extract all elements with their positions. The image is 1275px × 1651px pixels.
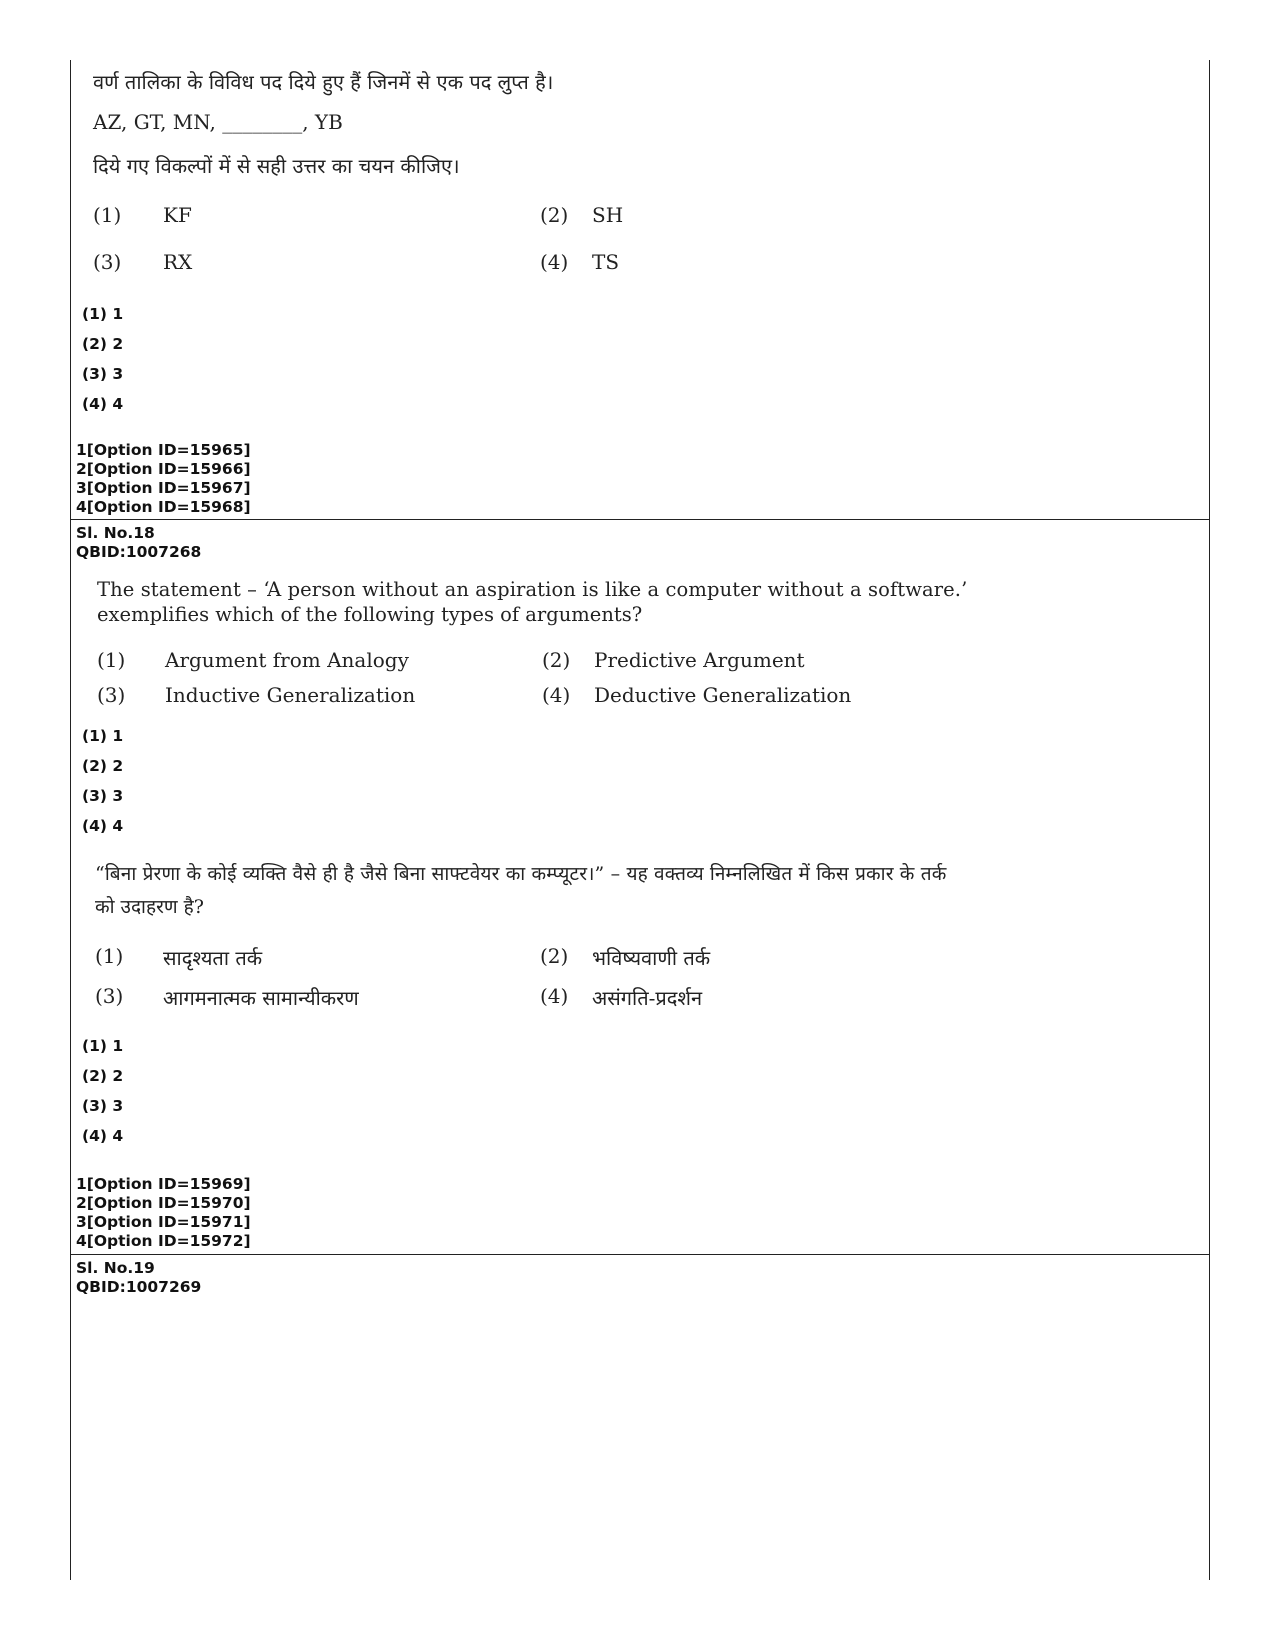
q17-option-id-2: 2[Option ID=15966] (76, 460, 251, 478)
q18-en-answer-4[interactable]: (4) 4 (82, 817, 124, 835)
q18-stem-hi-line2: को उदाहरण है? (95, 896, 204, 918)
q18-option-id-3: 3[Option ID=15971] (76, 1213, 251, 1231)
q18-hi-option-4-text: असंगति-प्रदर्शन (592, 986, 703, 1010)
q18-hi-option-2-num: (2) (540, 944, 569, 968)
q17-option-1-num: (1) (93, 203, 122, 227)
q18-en-answer-3[interactable]: (3) 3 (82, 787, 124, 805)
q17-option-id-4: 4[Option ID=15968] (76, 498, 251, 516)
q17-option-1-text: KF (163, 203, 192, 227)
q18-en-option-2-num: (2) (542, 648, 571, 672)
q17-answer-3[interactable]: (3) 3 (82, 365, 124, 383)
q17-option-3-num: (3) (93, 250, 122, 274)
q18-stem-en-line2: exemplifies which of the following types of arguments? (97, 603, 643, 626)
q18-hi-option-4-num: (4) (540, 984, 569, 1008)
q19-qbid: QBID:1007269 (76, 1278, 202, 1296)
q18-stem-hi-line1: “बिना प्रेरणा के कोई व्यक्ति वैसे ही है जैसे बिना साफ्टवेयर का कम्प्यूटर।” – यह वक्तव्य निम्नलिखित में किस प्रकार के तर्क (95, 863, 947, 885)
q19-sl-no: Sl. No.19 (76, 1259, 155, 1277)
q18-hi-answer-4[interactable]: (4) 4 (82, 1127, 124, 1145)
q17-option-id-3: 3[Option ID=15967] (76, 479, 251, 497)
q18-hi-option-3-text: आगमनात्मक सामान्यीकरण (163, 986, 359, 1010)
q18-en-option-1-text: Argument from Analogy (165, 648, 409, 672)
q17-option-4-text: TS (592, 250, 620, 274)
q17-option-4-num: (4) (540, 250, 569, 274)
q18-qbid: QBID:1007268 (76, 543, 202, 561)
q18-header (76, 524, 201, 562)
q18-option-id-2: 2[Option ID=15970] (76, 1194, 251, 1212)
q18-en-option-3-text: Inductive Generalization (165, 683, 416, 707)
q17-answer-1[interactable]: (1) 1 (82, 305, 124, 323)
q18-sl-no: Sl. No.18 (76, 524, 155, 542)
q17-answer-4[interactable]: (4) 4 (82, 395, 124, 413)
q18-option-id-4: 4[Option ID=15972] (76, 1232, 251, 1250)
q18-en-option-2-text: Predictive Argument (594, 648, 805, 672)
q17-option-ids (76, 441, 251, 517)
q18-en-option-4-text: Deductive Generalization (594, 683, 852, 707)
q18-hi-answer-3[interactable]: (3) 3 (82, 1097, 124, 1115)
q17-option-id-1: 1[Option ID=15965] (76, 441, 251, 459)
q19-header (76, 1259, 201, 1297)
q18-en-answer-1[interactable]: (1) 1 (82, 727, 124, 745)
q17-option-2-num: (2) (540, 203, 569, 227)
q18-option-id-1: 1[Option ID=15969] (76, 1175, 251, 1193)
q17-series: AZ, GT, MN, ________, YB (93, 110, 343, 134)
divider (70, 519, 1210, 520)
q18-hi-option-3-num: (3) (95, 984, 124, 1008)
q18-en-option-4-num: (4) (542, 683, 571, 707)
q18-hi-option-1-text: सादृश्यता तर्क (163, 946, 263, 970)
q18-option-ids (76, 1175, 251, 1251)
q18-en-option-1-num: (1) (97, 648, 126, 672)
q18-hi-answer-1[interactable]: (1) 1 (82, 1037, 124, 1055)
q18-hi-answer-2[interactable]: (2) 2 (82, 1067, 124, 1085)
q18-en-answer-2[interactable]: (2) 2 (82, 757, 124, 775)
q17-stem-line1: वर्ण तालिका के विविध पद दिये हुए हैं जिनमें से एक पद लुप्त है। (93, 70, 554, 94)
q17-answer-2[interactable]: (2) 2 (82, 335, 124, 353)
q18-hi-option-1-num: (1) (95, 944, 124, 968)
q17-option-3-text: RX (163, 250, 193, 274)
q18-en-option-3-num: (3) (97, 683, 126, 707)
q18-stem-en-line1: The statement – ‘A person without an aspiration is like a computer without a software.’ (97, 578, 968, 601)
q17-stem-line3: दिये गए विकल्पों में से सही उत्तर का चयन कीजिए। (93, 154, 460, 178)
divider (70, 1254, 1210, 1255)
q17-option-2-text: SH (592, 203, 624, 227)
page-frame (70, 60, 1210, 1580)
q18-hi-option-2-text: भविष्यवाणी तर्क (592, 946, 711, 970)
